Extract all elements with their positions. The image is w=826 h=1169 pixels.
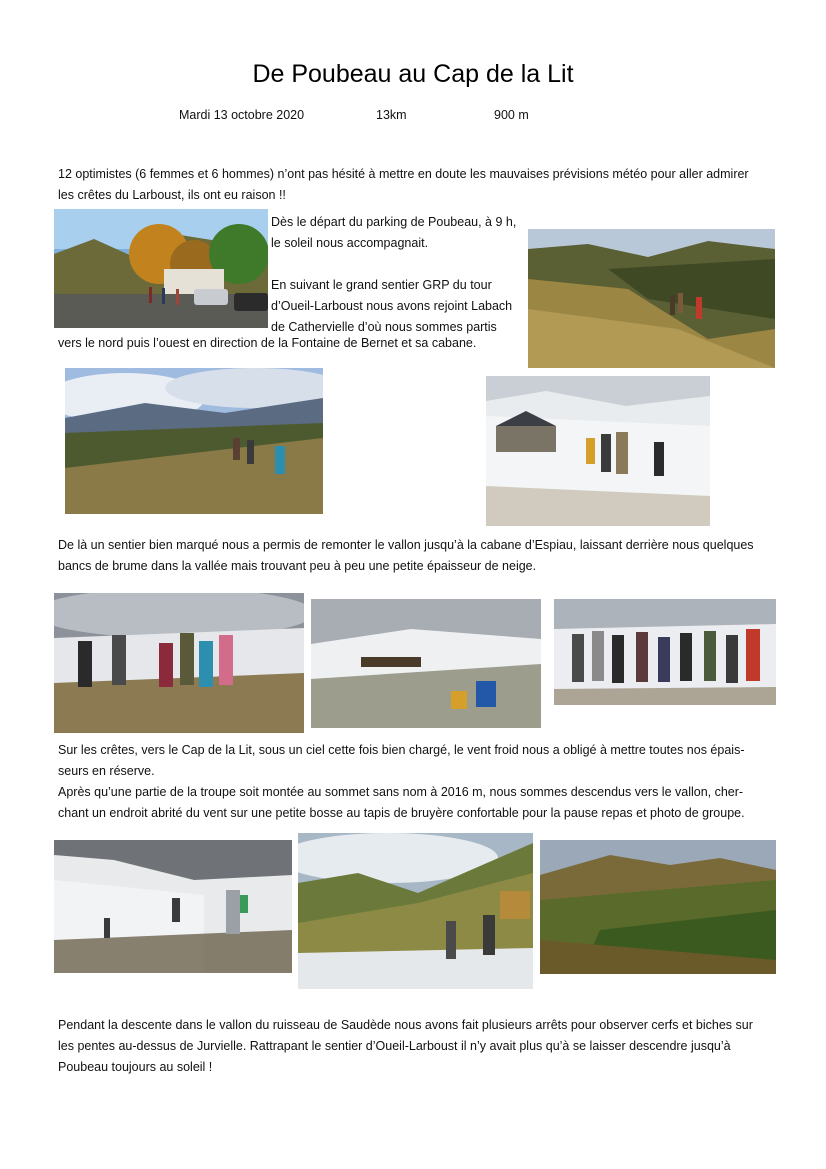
- outing-distance: 13km: [376, 108, 407, 122]
- photo-green-valley: [540, 840, 776, 974]
- intro-paragraph: 12 optimistes (6 femmes et 6 hommes) n’ont pas hésité à mettre en doute les mauvaises prévisions météo pour aller admirer les crêtes du Larboust, ils ont eu raison !!: [58, 167, 749, 202]
- depart-paragraph: Dès le départ du parking de Poubeau, à 9 h, le soleil nous accompagnait. En suivant le grand sentier GRP du tour d’Oueil-Larboust nous avons rejoint Labach de Cathervielle d’où nous sommes partis: [271, 215, 517, 334]
- photo-cloud-valley: [65, 368, 323, 514]
- photo-parking-poubeau: [54, 209, 268, 328]
- photo-ridge-group: [54, 593, 304, 733]
- outing-elevation: 900 m: [494, 108, 529, 122]
- cretes-paragraph: Sur les crêtes, vers le Cap de la Lit, sous un ciel cette fois bien chargé, le vent froid nous a obligé à mettre toutes nos épais- seurs en réserve. Après qu’une partie de la troupe soit montée au sommet sans nom à 2016 m, nous sommes descendus vers le vallon, cher- chant un endroit abrité du vent sur une petite bosse au tapis de bruyère confortable pour la pause repas et photo de groupe.: [58, 743, 745, 820]
- page-title: De Poubeau au Cap de la Lit: [252, 60, 574, 88]
- grp-paragraph-end: vers le nord puis l’ouest en direction de la Fontaine de Bernet et sa cabane.: [58, 336, 477, 350]
- descente-paragraph: Pendant la descente dans le vallon du ruisseau de Saudède nous avons fait plusieurs arrêts pour observer cerfs et biches sur les pentes au-dessus de Jurvielle. Rattrapant le sentier d’Oueil-Larboust il n’y avait plus qu’à se laisser descendre jusqu’à Poubeau toujours au soleil !: [58, 1018, 753, 1074]
- outing-date: Mardi 13 octobre 2020: [179, 108, 305, 122]
- photo-hikers-slope: [528, 229, 775, 368]
- photo-valley-with-deer: [298, 833, 533, 989]
- vallon-paragraph: De là un sentier bien marqué nous a permis de remonter le vallon jusqu’à la cabane d’Espiau, laissant derrière nous quelques bancs de brume dans la vallée mais trouvant peu à peu une petite épaisseur de neige.: [58, 538, 754, 573]
- photo-ridge-rest: [311, 599, 541, 728]
- photo-snowy-descent: [54, 840, 292, 973]
- photo-snowy-cabin: [486, 376, 710, 526]
- photo-group-portrait: [554, 599, 776, 705]
